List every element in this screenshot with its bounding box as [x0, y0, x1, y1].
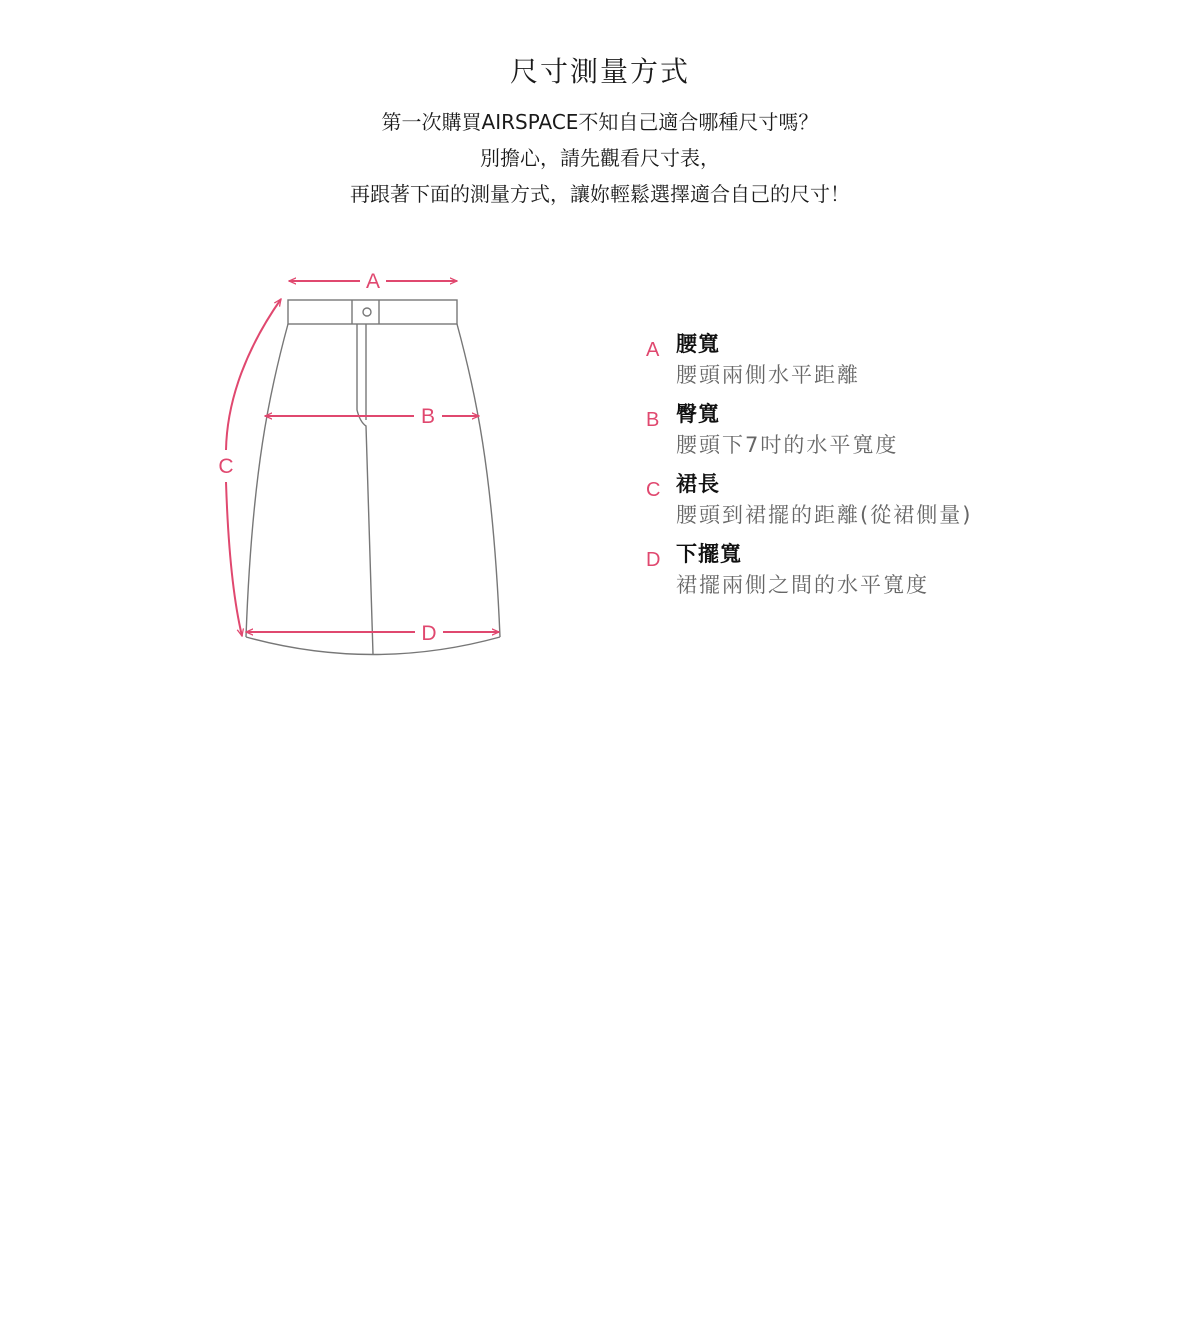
legend-letter: B	[646, 409, 660, 431]
intro-line-3: 再跟著下面的測量方式，讓妳輕鬆選擇適合自己的尺寸！	[350, 182, 850, 206]
legend-item-hip	[646, 398, 1166, 468]
label-a: A	[365, 270, 381, 293]
legend-letter: C	[646, 479, 661, 501]
label-b: B	[420, 405, 436, 428]
skirt-right-side	[457, 324, 500, 637]
measurement-legend	[646, 328, 1166, 608]
legend-term: 腰寬	[676, 332, 720, 356]
legend-item-length	[646, 468, 1166, 538]
legend-description: 裙擺兩側之間的水平寬度	[676, 573, 929, 597]
waistband	[288, 300, 457, 324]
legend-item-hem	[646, 538, 1166, 608]
legend-letter: A	[646, 339, 660, 361]
label-c: C	[218, 455, 234, 478]
intro-text	[0, 104, 1200, 212]
page-title: 尺寸測量方式	[509, 55, 690, 88]
front-seam	[357, 324, 373, 654]
legend-term: 臀寬	[676, 402, 720, 426]
skirt-outline	[246, 300, 500, 655]
legend-description: 腰頭下7吋的水平寬度	[676, 433, 899, 457]
legend-letter: D	[646, 549, 661, 571]
label-d: D	[421, 622, 437, 645]
skirt-measurement-diagram	[200, 255, 540, 675]
legend-description: 腰頭到裙擺的距離(從裙側量)	[676, 503, 973, 527]
legend-description: 腰頭兩側水平距離	[676, 363, 860, 387]
legend-term: 裙長	[676, 472, 720, 496]
legend-item-waist	[646, 328, 1166, 398]
intro-line-2: 別擔心，請先觀看尺寸表，	[480, 146, 720, 170]
skirt-left-side	[246, 324, 288, 637]
measure-c	[226, 299, 281, 636]
skirt-diagram-svg	[200, 255, 540, 675]
legend-term: 下擺寬	[676, 542, 742, 566]
intro-line-1: 第一次購買AIRSPACE不知自己適合哪種尺寸嗎？	[381, 110, 819, 134]
